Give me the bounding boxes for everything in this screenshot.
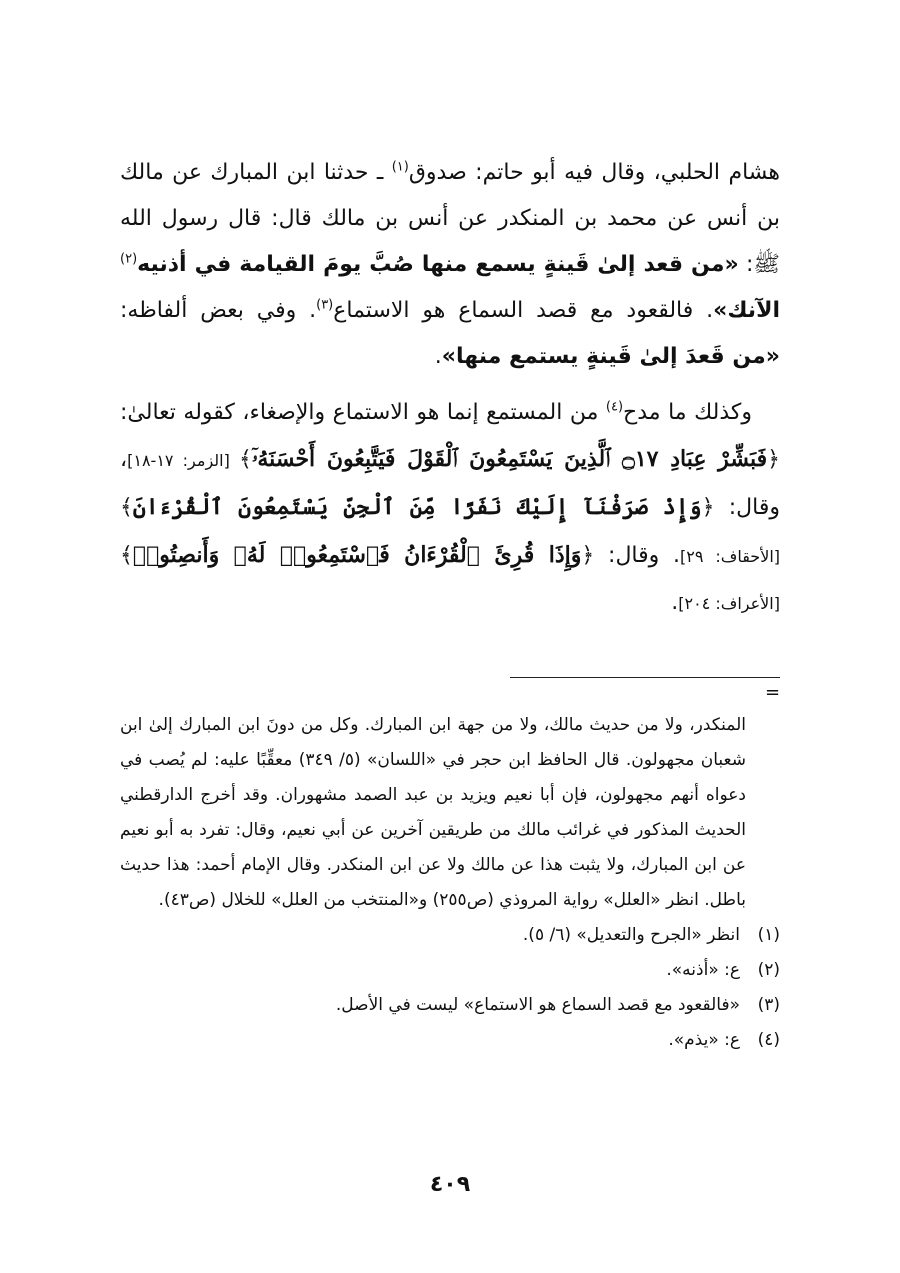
- footnote-ref-4: (٤): [605, 399, 624, 415]
- ornate-bracket-open-1: ﴿: [767, 447, 780, 472]
- p1-text-a: هشام الحلبي، وقال فيه أبو حاتم: صدوق: [408, 160, 780, 185]
- footnote-3: [120, 988, 780, 1023]
- ornate-bracket-open-2: ﴿: [701, 495, 715, 520]
- footnote-continuation-mark: =: [765, 682, 781, 703]
- footnote-4: [120, 1023, 780, 1058]
- verse-ref-zumar: [الزمر: ١٧-١٨]: [127, 451, 239, 470]
- footnote-ref-1: (١): [391, 159, 409, 175]
- p1-text-b: ـ حدثنا ابن المبارك عن مالك بن أنس عن محمد بن المنكدر عن أنس بن مالك قال: قال رسول الله ﷺ:: [120, 160, 780, 277]
- quran-verse-araf: وَإِذَا قُرِئَ ٱلْقُرْءَانُ فَٱسْتَمِعُوا۟ لَهُۥ وَأَنصِتُوا۟: [132, 542, 582, 568]
- hadith-text-end: الآنك»: [713, 298, 780, 323]
- verse-ref-ahqaf: [الأحقاف: ٢٩]: [680, 547, 781, 566]
- paragraph-1: [120, 150, 780, 380]
- ornate-bracket-close-1: ﴾: [239, 447, 252, 472]
- footnote-number-2: (٢): [757, 960, 780, 980]
- ornate-bracket-close-3: ﴾: [120, 543, 133, 568]
- footnotes: [120, 708, 780, 1058]
- p2-text-c: ، وقال:: [120, 447, 780, 520]
- p1-text-d: . وفي بعض ألفاظه:: [120, 298, 317, 323]
- footnote-text-2: ع: «أذنه».: [666, 960, 740, 980]
- hadith-variant: «من قَعدَ إلىٰ قَينةٍ يستمع منها»: [441, 344, 780, 369]
- quran-verse-zumar: فَبَشِّرْ عِبَادِ ۝١٧ ٱلَّذِينَ يَسْتَمِعُونَ ٱلْقَوْلَ فَيَتَّبِعُونَ أَحْسَنَهُۥٓ: [251, 446, 768, 472]
- p2-text-a: وكذلك ما مدح: [623, 400, 752, 425]
- main-text: [120, 150, 780, 627]
- ornate-bracket-close-2: ﴾: [120, 495, 133, 520]
- footnote-ref-3: (٣): [316, 297, 334, 313]
- p2-text-d: . وقال:: [594, 543, 681, 568]
- p1-text-c: . فالقعود مع قصد السماع هو الاستماع: [333, 298, 714, 323]
- verse-ref-araf: [الأعراف: ٢٠٤]: [678, 594, 780, 613]
- p2-text-e: .: [671, 590, 679, 615]
- p1-text-e: .: [434, 344, 442, 369]
- page-number: ٤٠٩: [429, 1172, 471, 1197]
- footnote-1: [120, 918, 780, 953]
- paragraph-2: [120, 390, 780, 627]
- footnote-continuation: المنكدر، ولا من حديث مالك، ولا من جهة ابن المبارك. وكل من دونَ ابن المبارك إلىٰ ابن شعبان مجهولون. قال الحافظ ابن حجر في «اللسان» (٥/ ٣٤٩) معقِّبًا عليه: لم يُصب في دعواه أنهم مجهولون، فإن أبا نعيم ويزيد بن عبد الصمد مشهوران. وقد أخرج الدارقطني الحديث المذكور في غرائب مالك من طريقين آخرين عن أبي نعيم، وقال: تفرد به أبو نعيم عن ابن المبارك، ولا يثبت هذا عن مالك ولا عن ابن المنكدر. وقال الإمام أحمد: هذا حديث باطل. انظر «العلل» رواية المروذي (ص٢٥٥) و«المنتخب من العلل» للخلال (ص٤٣).: [120, 715, 746, 910]
- footnote-ref-2: (٢): [120, 251, 138, 267]
- footnote-number-3: (٣): [757, 995, 780, 1015]
- ornate-bracket-open-3: ﴿: [581, 543, 595, 568]
- footnote-text-3: «فالقعود مع قصد السماع هو الاستماع» ليست في الأصل.: [335, 995, 740, 1015]
- quran-verse-ahqaf: وَإِذْ صَرَفْنَآ إِلَيْكَ نَفَرًا مِّنَ ٱلْجِنِّ يَسْتَمِعُونَ ٱلْقُرْءَانَ: [132, 494, 702, 520]
- footnote-text-1: انظر «الجرح والتعديل» (٦/ ٥).: [522, 925, 740, 945]
- footnote-divider: [510, 677, 780, 678]
- hadith-text: «من قعد إلىٰ قَينةٍ يسمع منها صُبَّ يومَ القيامة في أذنيه: [137, 252, 739, 277]
- footnote-number-1: (١): [757, 925, 780, 945]
- footnote-2: [120, 953, 780, 988]
- footnote-number-4: (٤): [757, 1030, 780, 1050]
- p2-text-b: من المستمع إنما هو الاستماع والإصغاء، كقوله تعالىٰ:: [120, 400, 606, 425]
- footnote-text-4: ع: «يذم».: [668, 1030, 740, 1050]
